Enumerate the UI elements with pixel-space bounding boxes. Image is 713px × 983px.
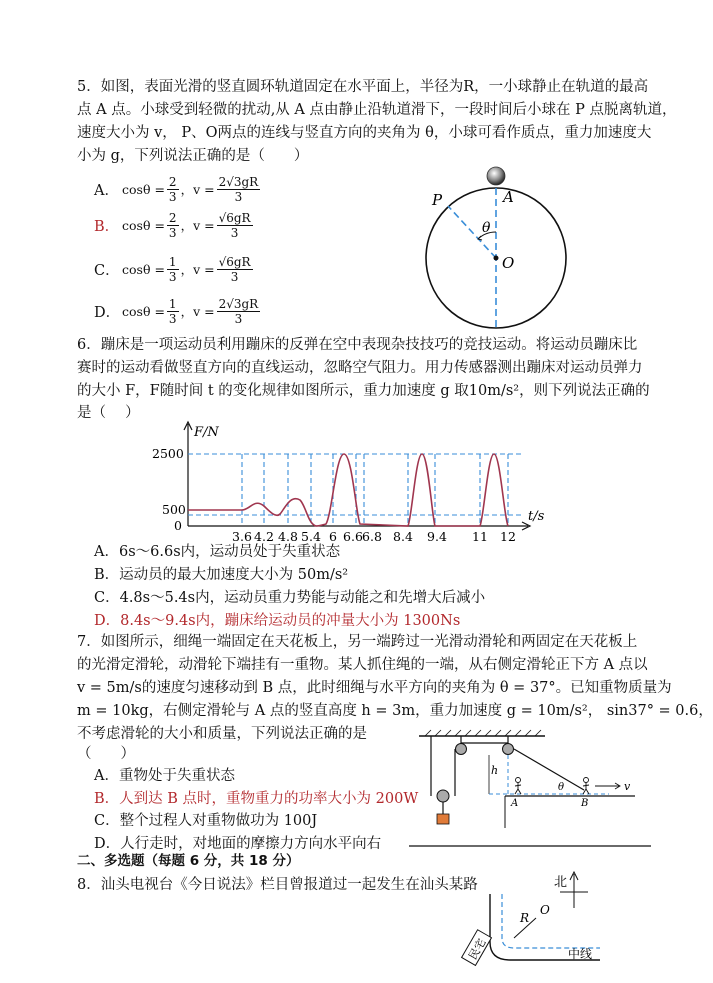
q7-line-1: 7．如图所示，细绳一端固定在天花板上，另一端跨过一光滑动滑轮和两固定在天花板上	[77, 634, 638, 650]
q7-option-d[interactable]: D．人行走时，对地面的摩擦力方向水平向右	[94, 836, 382, 852]
cos-numerator: 2	[168, 210, 177, 225]
y-axis-label: F/N	[194, 425, 219, 440]
cos-label: cosθ =	[122, 181, 165, 197]
cos-numerator: 2	[168, 174, 177, 189]
label-v: v	[624, 780, 631, 793]
q5-option-letter: D．	[94, 304, 121, 321]
pulley-figure	[405, 728, 653, 850]
weight-block	[437, 814, 449, 824]
v-numerator: 2√3gR	[218, 296, 259, 311]
q7-line-4: m = 10kg，右侧定滑轮与 A 点的竖直高度 h = 3m，重力加速度 g = 10m/s²， sin37° = 0.6，	[77, 703, 713, 719]
q7-line-6: （ ）	[77, 746, 135, 762]
cos-numerator: 1	[168, 254, 177, 269]
label-a: A	[503, 188, 514, 206]
cos-denominator: 3	[168, 225, 177, 240]
q7-line-5: 不考虑滑轮的大小和质量，下列说法正确的是	[77, 726, 367, 742]
label-b: B	[581, 798, 589, 809]
q5-line-2: 点 A 点。小球受到轻微的扰动,从 A 点由静止沿轨道滑下，一段时间后小球在 P 点脱离轨道，	[77, 102, 677, 118]
v-numerator: √6gR	[218, 254, 251, 269]
ball	[487, 167, 505, 185]
v-label: ，v =	[180, 218, 215, 233]
label-theta: θ	[558, 782, 565, 793]
cos-label: cosθ =	[122, 261, 165, 277]
y-tick-2500: 2500	[152, 446, 184, 461]
q6-line-4: 是（ ）	[77, 405, 140, 421]
center-point	[494, 256, 499, 261]
fixed-pulley-right	[503, 744, 514, 755]
road-figure	[466, 862, 610, 982]
v-numerator: √6gR	[218, 210, 251, 225]
v-numerator: 2√3gR	[218, 174, 259, 189]
x-tick: 6.8	[362, 529, 382, 544]
v-denominator: 3	[234, 189, 243, 204]
label-theta: θ	[482, 220, 491, 236]
x-tick: 4.8	[278, 529, 298, 544]
x-tick: 8.4	[393, 529, 413, 544]
q5-option-b[interactable]	[94, 208, 253, 242]
q6-line-2: 赛时的运动看做竖直方向的直线运动，忽略空气阻力。用力传感器测出蹦床对运动员弹力	[77, 360, 643, 376]
north-label: 北	[554, 875, 568, 890]
circle-track-figure	[418, 164, 588, 344]
x-tick: 5.4	[301, 529, 321, 544]
x-axis-label: t/s	[528, 509, 545, 524]
v-denominator: 3	[230, 269, 239, 284]
x-tick: 6	[329, 529, 337, 544]
v-label: ，v =	[180, 262, 215, 277]
rope-to-b	[514, 749, 584, 790]
ceiling-hatch	[425, 730, 541, 736]
cos-denominator: 3	[168, 269, 177, 284]
road-centerline	[502, 894, 600, 948]
q6-option-d[interactable]: D．8.4s～9.4s内，蹦床给运动员的冲量大小为 1300Ns	[94, 613, 461, 629]
q5-line-1: 5．如图，表面光滑的竖直圆环轨道固定在水平面上，半径为R，一小球静止在轨道的最高	[77, 79, 649, 95]
v-label: ，v =	[180, 182, 215, 197]
q7-option-c[interactable]: C．整个过程人对重物做功为 100J	[94, 813, 318, 829]
force-time-graph	[150, 420, 550, 550]
fixed-pulley-left	[456, 744, 467, 755]
q5-line-3: 速度大小为 v， P、O两点的连线与竖直方向的夹角为 θ，小球可看作质点，重力加速度大	[77, 125, 652, 141]
v-denominator: 3	[230, 225, 239, 240]
cos-denominator: 3	[168, 189, 177, 204]
q6-option-a[interactable]: A．6s～6.6s内，运动员处于失重状态	[94, 544, 341, 560]
x-tick: 12	[500, 529, 516, 544]
label-a: A	[511, 798, 519, 809]
house-label: 民宅	[466, 936, 489, 962]
x-tick: 9.4	[427, 529, 447, 544]
x-tick: 4.2	[254, 529, 274, 544]
q7-line-2: 的光滑定滑轮，动滑轮下端挂有一重物。某人抓住绳的一端，从右侧定滑轮正下方 A 点以	[77, 657, 648, 673]
person-a-icon	[515, 778, 521, 795]
x-tick: 3.6	[232, 529, 252, 544]
centerline-label: 中线	[568, 947, 593, 961]
cos-numerator: 1	[168, 296, 177, 311]
label-h: h	[491, 764, 499, 777]
q5-option-a[interactable]	[94, 172, 260, 206]
y-tick-500: 500	[162, 502, 186, 517]
q7-option-b[interactable]: B．人到达 B 点时，重物重力的功率大小为 200W	[94, 791, 419, 807]
x-tick: 11	[472, 529, 488, 544]
q5-line-4: 小为 g，下列说法正确的是（ ）	[77, 148, 309, 164]
q8-line-1: 8．汕头电视台《今日说法》栏目曾报道过一起发生在汕头某路	[77, 877, 478, 893]
section-heading: 二、多选题（每题 6 分，共 18 分）	[77, 853, 300, 869]
y-tick-0: 0	[174, 518, 182, 533]
q6-option-b[interactable]: B．运动员的最大加速度大小为 50m/s²	[94, 567, 349, 583]
label-o: O	[540, 903, 550, 917]
v-label: ，v =	[180, 304, 215, 319]
q5-option-letter: C．	[94, 262, 120, 279]
movable-pulley	[437, 790, 449, 802]
cos-label: cosθ =	[122, 217, 165, 233]
v-denominator: 3	[234, 311, 243, 326]
label-p: P	[432, 191, 443, 209]
q5-option-d[interactable]	[94, 294, 260, 328]
cos-denominator: 3	[168, 311, 177, 326]
label-o: O	[502, 254, 515, 272]
q6-line-3: 的大小 F，F随时间 t 的变化规律如图所示，重力加速度 g 取10m/s²，则下列说法正确的	[77, 383, 650, 399]
q5-option-letter: A．	[94, 182, 119, 199]
label-r: R	[520, 911, 530, 925]
q6-line-1: 6．蹦床是一项运动员利用蹦床的反弹在空中表现杂技技巧的竞技运动。将运动员蹦床比	[77, 337, 638, 353]
q5-option-c[interactable]	[94, 252, 253, 286]
q7-line-3: v = 5m/s的速度匀速移动到 B 点，此时细绳与水平方向的夹角为 θ = 37°。已知重物质量为	[77, 680, 672, 696]
q6-option-c[interactable]: C．4.8s～5.4s内，运动员重力势能与动能之和先增大后减小	[94, 590, 486, 606]
x-tick: 6.6	[343, 529, 363, 544]
person-b-icon	[583, 778, 589, 795]
q5-option-letter: B．	[94, 218, 120, 235]
q7-option-a[interactable]: A．重物处于失重状态	[94, 768, 235, 784]
house-label-box	[462, 930, 492, 966]
cos-label: cosθ =	[122, 303, 165, 319]
